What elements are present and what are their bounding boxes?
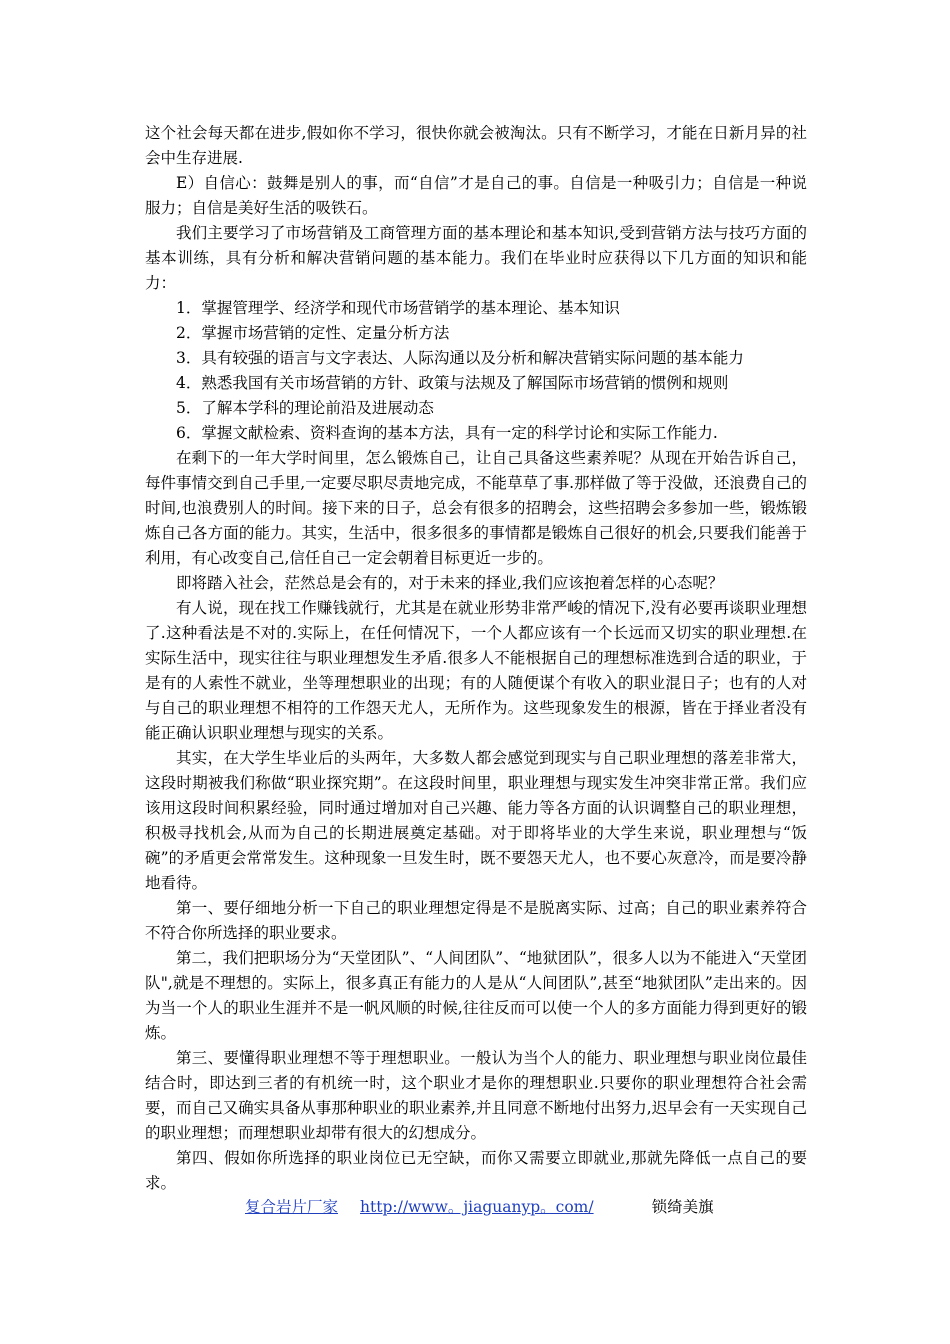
paragraph: 有人说，现在找工作赚钱就行，尤其是在就业形势非常严峻的情况下,没有必要再谈职业理想了.这种看法是不对的.实际上，在任何情况下，一个人都应该有一个长远而又切实的职业理想.在实际生活中，现实往往与职业理想发生矛盾.很多人不能根据自己的理想标准选到合适的职业，于是有的人索性不就业，坐等理想职业的出现；有的人随便谋个有收入的职业混日子；也有的人对与自己的职业理想不相符的工作怨天尤人，无所作为。这些现象发生的根源，皆在于择业者没有能正确认识职业理想与现实的关系。	[145, 599, 807, 742]
paragraph: 在剩下的一年大学时间里，怎么锻炼自己，让自己具备这些素养呢？从现在开始告诉自己，每件事情交到自己手里,一定要尽职尽责地完成，不能草草了事.那样做了等于没做，还浪费自己的时间,也浪费别人的时间。接下来的日子，总会有很多的招聘会，这些招聘会多参加一些，锻炼锻炼自己各方面的能力。其实，生活中，很多很多的事情都是锻炼自己很好的机会,只要我们能善于利用，有心改变自己,信任自己一定会朝着目标更近一步的。	[145, 449, 807, 567]
paragraph: 第四、假如你所选择的职业岗位已无空缺，而你又需要立即就业,那就先降低一点自己的要求。	[145, 1149, 807, 1192]
paragraph: 我们主要学习了市场营销及工商管理方面的基本理论和基本知识,受到营销方法与技巧方面的基本训练，具有分析和解决营销问题的基本能力。我们在毕业时应获得以下几方面的知识和能力：	[145, 224, 807, 292]
paragraph: E）自信心：鼓舞是别人的事，而“自信”才是自己的事。自信是一种吸引力；自信是一种说服力；自信是美好生活的吸铁石。	[145, 174, 807, 217]
paragraph: 即将踏入社会，茫然总是会有的，对于未来的择业,我们应该抱着怎样的心态呢？	[176, 574, 724, 592]
footer-link-url[interactable]: http://www。jiaguanyp。com/	[360, 1198, 594, 1216]
paragraph: 其实，在大学生毕业后的头两年，大多数人都会感觉到现实与自己职业理想的落差非常大，这段时期被我们称做“职业探究期”。在这段时间里，职业理想与现实发生冲突非常正常。我们应该用这段时间积累经验，同时通过增加对自己兴趣、能力等各方面的认识调整自己的职业理想，积极寻找机会,从而为自己的长期进展奠定基础。对于即将毕业的大学生来说，职业理想与“饭碗”的矛盾更会常常发生。这种现象一旦发生时，既不要怨天尤人，也不要心灰意冷，而是要冷静地看待。	[145, 749, 807, 892]
list-item: 6．掌握文献检索、资料查询的基本方法，具有一定的科学讨论和实际工作能力.	[176, 424, 718, 442]
list-item: 5．了解本学科的理论前沿及进展动态	[176, 399, 434, 417]
list-item: 2．掌握市场营销的定性、定量分析方法	[176, 324, 450, 342]
document-body	[145, 121, 807, 1196]
page-footer	[245, 1195, 765, 1220]
paragraph: 这个社会每天都在进步,假如你不学习，很快你就会被淘汰。只有不断学习，才能在日新月异的社会中生存进展.	[145, 124, 807, 167]
list-item: 4．熟悉我国有关市场营销的方针、政策与法规及了解国际市场营销的惯例和规则	[176, 374, 729, 392]
list-item: 3．具有较强的语言与文字表达、人际沟通以及分析和解决营销实际问题的基本能力	[176, 349, 744, 367]
paragraph: 第二，我们把职场分为“天堂团队”、“人间团队”、“地狱团队”，很多人以为不能进入“天堂团队",就是不理想的。实际上，很多真正有能力的人是从“人间团队”,甚至“地狱团队”走出来的。因为当一个人的职业生涯并不是一帆风顺的时候,往往反而可以使一个人的多方面能力得到更好的锻炼。	[145, 949, 807, 1042]
list-item: 1．掌握管理学、经济学和现代市场营销学的基本理论、基本知识	[176, 299, 620, 317]
paragraph: 第三、要懂得职业理想不等于理想职业。一般认为当个人的能力、职业理想与职业岗位最佳结合时，即达到三者的有机统一时，这个职业才是你的理想职业.只要你的职业理想符合社会需要，而自己又确实具备从事那种职业的职业素养,并且同意不断地付出努力,迟早会有一天实现自己的职业理想；而理想职业却带有很大的幻想成分。	[145, 1049, 807, 1142]
paragraph: 第一、要仔细地分析一下自己的职业理想定得是不是脱离实际、过高；自己的职业素养符合不符合你所选择的职业要求。	[145, 899, 807, 942]
footer-text: 锁绮美旗	[651, 1198, 714, 1216]
footer-link-company[interactable]: 复合岩片厂家	[245, 1198, 339, 1216]
